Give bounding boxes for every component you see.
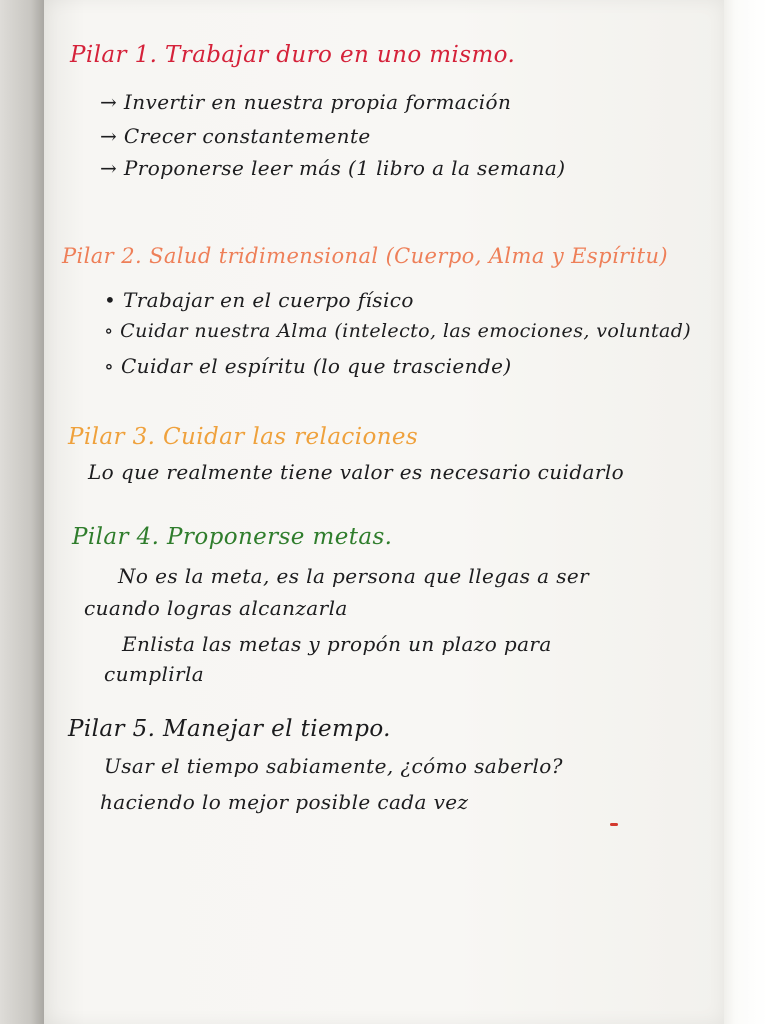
pillar-2-line-3: ∘ Cuidar el espíritu (lo que trasciende) [104, 354, 512, 378]
pillar-5-line-2: haciendo lo mejor posible cada vez [100, 790, 469, 814]
pillar-2-line-2: ∘ Cuidar nuestra Alma (intelecto, las emociones, voluntad) [104, 320, 692, 342]
pillar-1-line-3: → Proponerse leer más (1 libro a la semana) [100, 156, 566, 180]
pillar-1-title: Pilar 1. Trabajar duro en uno mismo. [70, 42, 516, 68]
pillar-4-line-4: cumplirla [104, 662, 205, 686]
pillar-4-title: Pilar 4. Proponerse metas. [72, 524, 393, 550]
page-edge [724, 0, 768, 1024]
pillar-4-line-2: cuando logras alcanzarla [84, 596, 348, 620]
pillar-4-line-3: Enlista las metas y propón un plazo para [122, 632, 552, 656]
binding-edge [0, 0, 44, 1024]
pillar-2-title: Pilar 2. Salud tridimensional (Cuerpo, Alma y Espíritu) [62, 244, 668, 268]
pillar-3-title: Pilar 3. Cuidar las relaciones [68, 424, 419, 450]
pillar-4-line-1: No es la meta, es la persona que llegas a ser [118, 564, 590, 588]
notebook-page [44, 0, 724, 1024]
pillar-2-line-1: • Trabajar en el cuerpo físico [104, 288, 414, 312]
pillar-3-line-1: Lo que realmente tiene valor es necesario cuidarlo [88, 460, 625, 484]
pillar-1-line-1: → Invertir en nuestra propia formación [100, 90, 512, 114]
pillar-5-title: Pilar 5. Manejar el tiempo. [68, 716, 391, 742]
pillar-1-line-2: → Crecer constantemente [100, 124, 371, 148]
pillar-5-line-1: Usar el tiempo sabiamente, ¿cómo saberlo? [104, 754, 563, 778]
ink-dot [610, 823, 618, 826]
